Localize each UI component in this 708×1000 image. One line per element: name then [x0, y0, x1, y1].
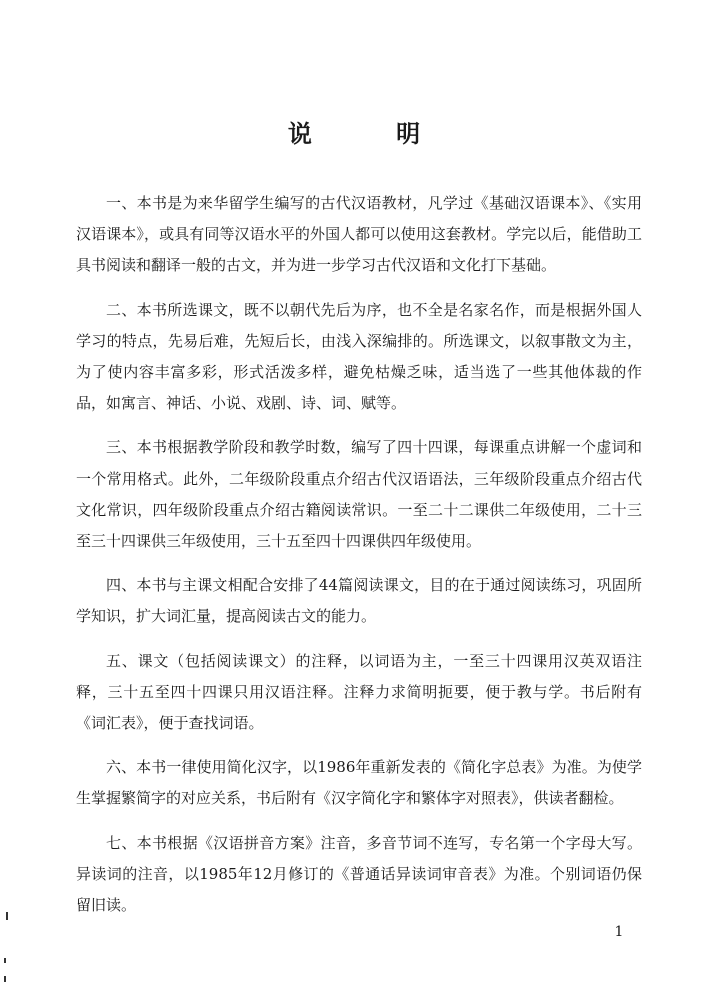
- paragraph-4: 四、本书与主课文相配合安排了44篇阅读课文，目的在于通过阅读练习，巩固所学知识，扩大词汇量，提高阅读古文的能力。: [76, 576, 642, 626]
- page-number: 1: [614, 924, 624, 940]
- scan-edge-mark: [4, 976, 6, 982]
- document-body: [76, 188, 642, 934]
- paragraph-5: 五、课文（包括阅读课文）的注释，以词语为主，一至三十四课用汉英双语注释，三十五至四十四课只用汉语注释。注释力求简明扼要，便于教与学。书后附有《词汇表》，便于查找词语。: [76, 651, 642, 733]
- paragraph-7: 七、本书根据《汉语拼音方案》注音，多音节词不连写，专名第一个字母大写。异读词的注音，以1985年12月修订的《普通话异读词审音表》为准。个别词语仍保留旧读。: [76, 833, 642, 915]
- paragraph-1: 一、本书是为来华留学生编写的古代汉语教材，凡学过《基础汉语课本》、《实用汉语课本》，或具有同等汉语水平的外国人都可以使用这套教材。学完以后，能借助工具书阅读和翻译一般的古文，并为进一步学习古代汉语和文化打下基础。: [76, 194, 642, 275]
- scan-edge-mark: [4, 958, 6, 963]
- scan-edge-mark: [6, 912, 8, 920]
- page-title: 说 明: [287, 119, 459, 148]
- paragraph-2: 二、本书所选课文，既不以朝代先后为序，也不全是名家名作，而是根据外国人学习的特点，先易后难，先短后长，由浅入深编排的。所选课文，以叙事散文为主，为了使内容丰富多彩，形式活泼多样，避免枯燥乏味，适当选了一些其他体裁的作品，如寓言、神话、小说、戏剧、诗、词、赋等。: [76, 300, 642, 413]
- paragraph-3: 三、本书根据教学阶段和教学时数，编写了四十四课，每课重点讲解一个虚词和一个常用格式。此外，二年级阶段重点介绍古代汉语语法，三年级阶段重点介绍古代文化常识，四年级阶段重点介绍古籍阅读常识。一至二十二课供二年级使用，二十三至三十四课供三年级使用，三十五至四十四课供四年级使用。: [76, 438, 642, 551]
- paragraph-6: 六、本书一律使用简化汉字，以1986年重新发表的《简化字总表》为准。为使学生掌握繁简字的对应关系，书后附有《汉字简化字和繁体字对照表》，供读者翻检。: [76, 758, 642, 808]
